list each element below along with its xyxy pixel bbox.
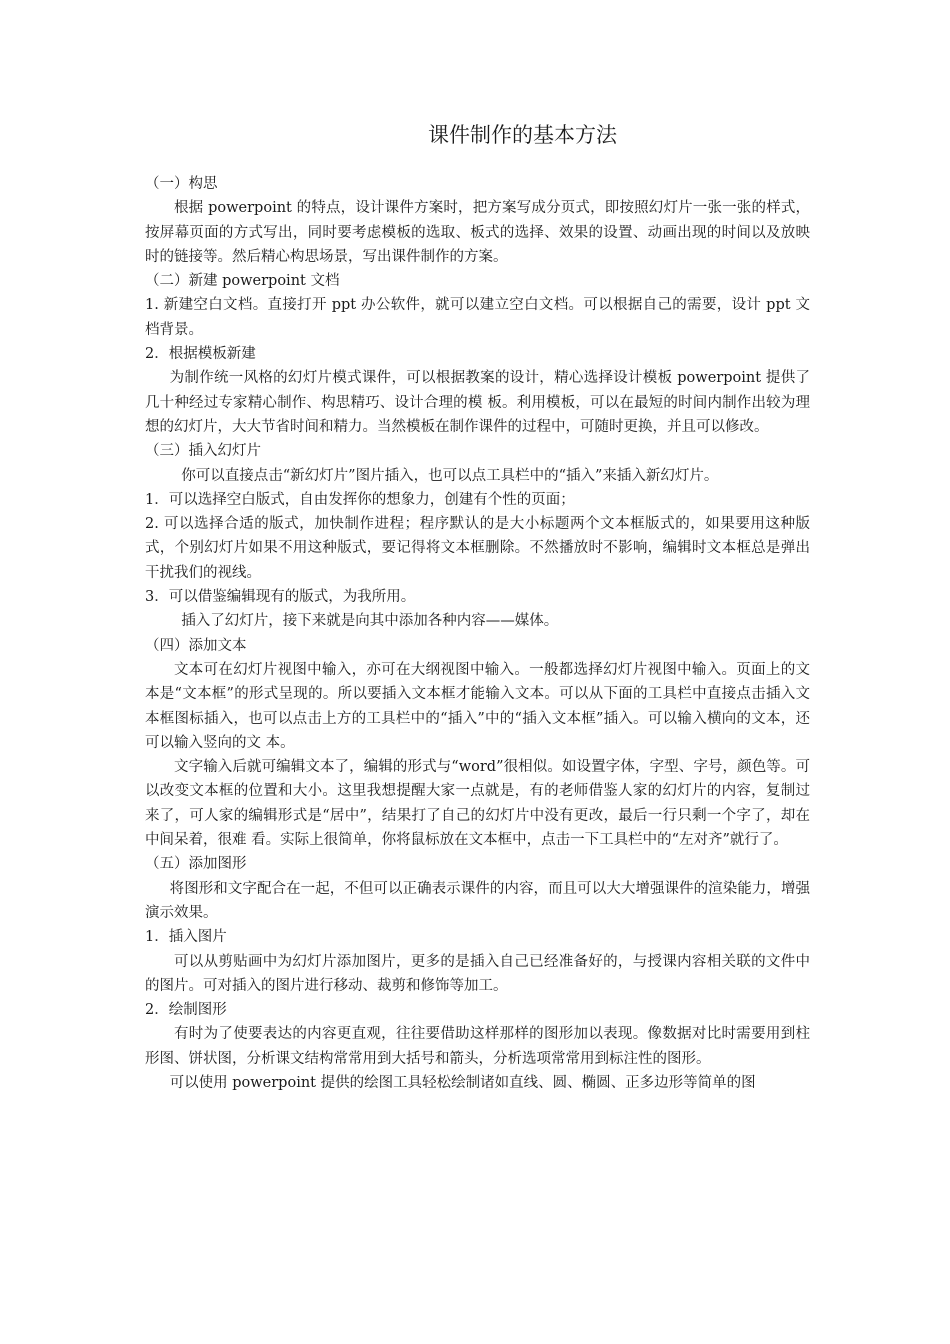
paragraph: 可以使用 powerpoint 提供的绘图工具轻松绘制诸如直线、圆、椭圆、正多边形等简单的图	[169, 1074, 756, 1091]
paragraph: 将图形和文字配合在一起，不但可以正确表示课件的内容，而且可以大大增强课件的渲染能力，增强演示效果。	[145, 880, 810, 921]
paragraph: 为制作统一风格的幻灯片模式课件，可以根据教案的设计，精心选择设计模板 powerpoint 提供了几十种经过专家精心制作、构思精巧、设计合理的模 板。利用模板，可以在最短的时间内制作出较为理想的幻灯片，大大节省时间和精力。当然模板在制作课件的过程中，可随时更换，并且可以修改。	[145, 370, 810, 435]
paragraph: 1．可以选择空白版式，自由发挥你的想象力，创建有个性的页面；	[145, 491, 575, 508]
document-title: 课件制作的基本方法	[428, 123, 617, 147]
paragraph: 1．插入图片	[145, 929, 227, 946]
section-heading: （一）构思	[145, 176, 218, 192]
paragraph: 文字输入后就可编辑文本了，编辑的形式与“word”很相似。如设置字体，字型、字号，颜色等。可以改变文本框的位置和大小。这里我想提醒大家一点就是，有的老师借鉴人家的幻灯片的内容，复制过来了，可人家的编辑形式是“居中”，结果打了自己的幻灯片中没有更改，最后一行只剩一个字了，却在中间呆着，很难 看。实际上很简单，你将鼠标放在文本框中，点击一下工具栏中的“左对齐”就行了。	[145, 759, 810, 849]
document-page	[145, 118, 810, 1095]
paragraph: 你可以直接点击“新幻灯片”图片插入，也可以点工具栏中的“插入”来插入新幻灯片。	[181, 467, 719, 484]
paragraph: 2．根据模板新建	[145, 346, 256, 363]
document-body	[145, 172, 810, 1095]
paragraph: 2．绘制图形	[145, 1002, 227, 1019]
paragraph: 有时为了使要表达的内容更直观，往往要借助这样那样的图形加以表现。像数据对比时需要用到柱形图、饼状图，分析课文结构常常用到大括号和箭头，分析选项常常用到标注性的图形。	[145, 1026, 810, 1067]
paragraph: 文本可在幻灯片视图中输入，亦可在大纲视图中输入。一般都选择幻灯片视图中输入。页面上的文本是“文本框”的形式呈现的。所以要插入文本框才能输入文本。可以从下面的工具栏中直接点击插入文本框图标插入，也可以点击上方的工具栏中的“插入”中的“插入文本框”插入。可以输入横向的文本，还可以输入竖向的文 本。	[145, 661, 810, 751]
paragraph: 可以从剪贴画中为幻灯片添加图片，更多的是插入自己已经准备好的，与授课内容相关联的文件中的图片。可对插入的图片进行移动、裁剪和修饰等加工。	[145, 953, 810, 994]
paragraph: 插入了幻灯片，接下来就是向其中添加各种内容——媒体。	[181, 613, 559, 630]
paragraph: 3．可以借鉴编辑现有的版式，为我所用。	[145, 589, 416, 606]
section-heading: （五）添加图形	[145, 856, 247, 873]
paragraph: 根据 powerpoint 的特点，设计课件方案时，把方案写成分页式，即按照幻灯片一张一张的样式，按屏幕页面的方式写出，同时要考虑模板的选取、板式的选择、效果的设置、动画出现的时间以及放映时的链接等。然后精心构思场景，写出课件制作的方案。	[145, 200, 810, 265]
paragraph: 2. 可以选择合适的版式，加快制作进程；程序默认的是大小标题两个文本框版式的，如果要用这种版式，个别幻灯片如果不用这种版式，要记得将文本框删除。不然播放时不影响，编辑时文本框总是弹出干扰我们的视线。	[145, 516, 810, 581]
section-heading: （二）新建 powerpoint 文档	[145, 273, 340, 290]
section-heading: （三）插入幻灯片	[145, 443, 261, 460]
section-heading: （四）添加文本	[145, 637, 247, 654]
paragraph: 1. 新建空白文档。直接打开 ppt 办公软件，就可以建立空白文档。可以根据自己的需要，设计 ppt 文档背景。	[145, 297, 810, 338]
